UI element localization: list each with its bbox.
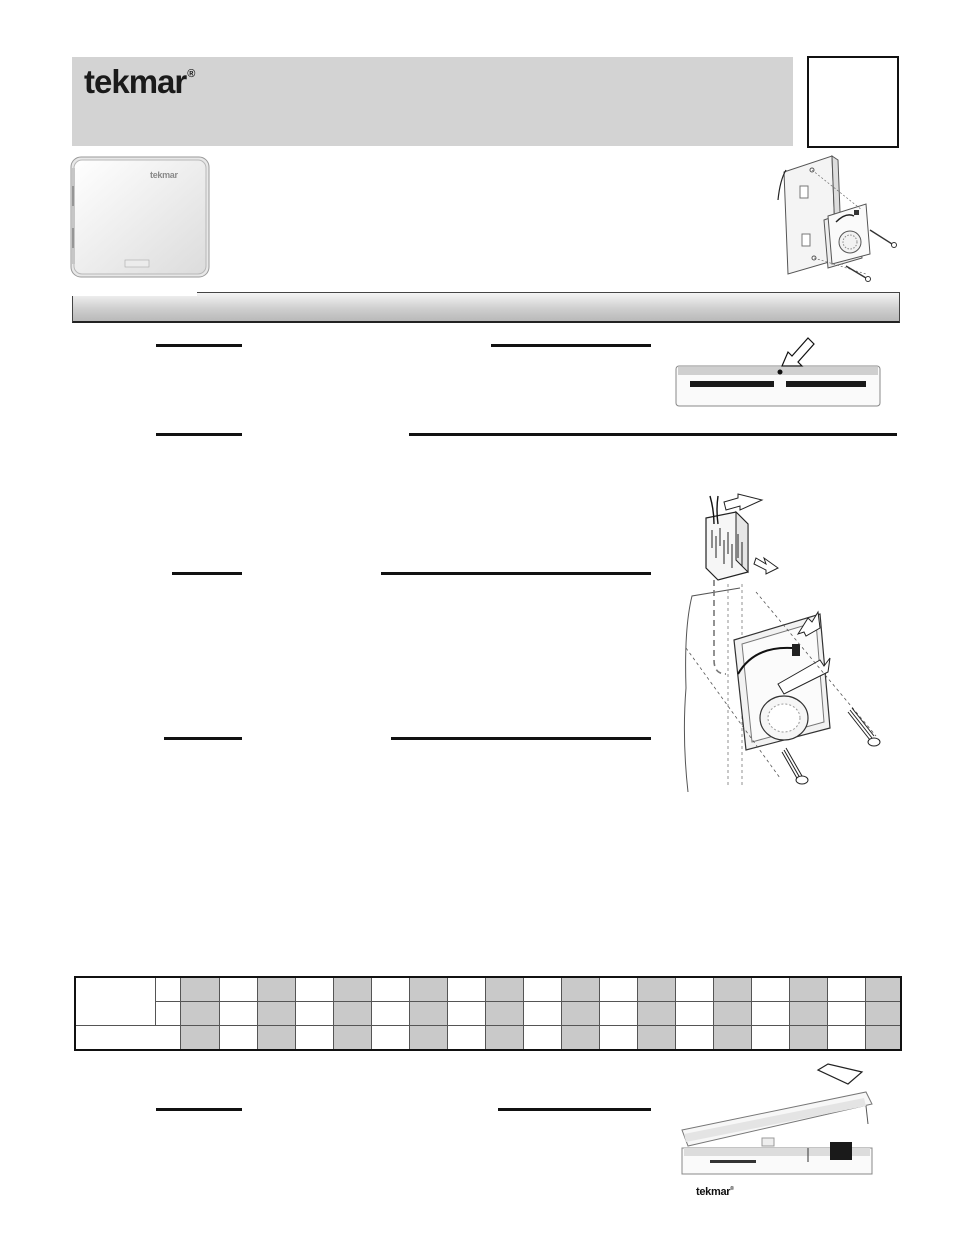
document-number-box	[807, 56, 899, 148]
table-cell	[155, 1002, 180, 1026]
cover-removal-illustration	[676, 1062, 876, 1186]
heading-rule-10	[498, 1108, 651, 1111]
resistance-table-grid	[74, 976, 902, 1051]
table-cell	[75, 1026, 180, 1051]
heading-rule-2	[491, 344, 651, 347]
heading-rule-5	[172, 572, 242, 575]
heading-rule-9	[156, 1108, 242, 1111]
section-heading-bar	[72, 292, 900, 323]
sensor-case-brand: tekmar	[150, 170, 178, 180]
heading-rule-3	[156, 433, 242, 436]
heading-rule-4	[409, 433, 897, 436]
table-row	[75, 977, 901, 1002]
brand-logo: tekmar®	[84, 63, 195, 100]
data-table	[74, 976, 896, 1048]
sensor-side-view-illustration	[670, 330, 886, 412]
heading-rule-6	[381, 572, 651, 575]
table-cell	[75, 977, 155, 1026]
table-row	[75, 1026, 901, 1051]
heading-rule-7	[164, 737, 242, 740]
heading-rule-1	[156, 344, 242, 347]
table-row	[75, 1002, 901, 1026]
heading-rule-8	[391, 737, 651, 740]
wall-plate-mounting-illustration	[770, 150, 900, 290]
footer-brand-logo: tekmar®	[696, 1186, 734, 1198]
sensor-product-image	[70, 156, 210, 278]
wall-installation-illustration	[680, 488, 900, 792]
table-cell	[155, 977, 180, 1002]
